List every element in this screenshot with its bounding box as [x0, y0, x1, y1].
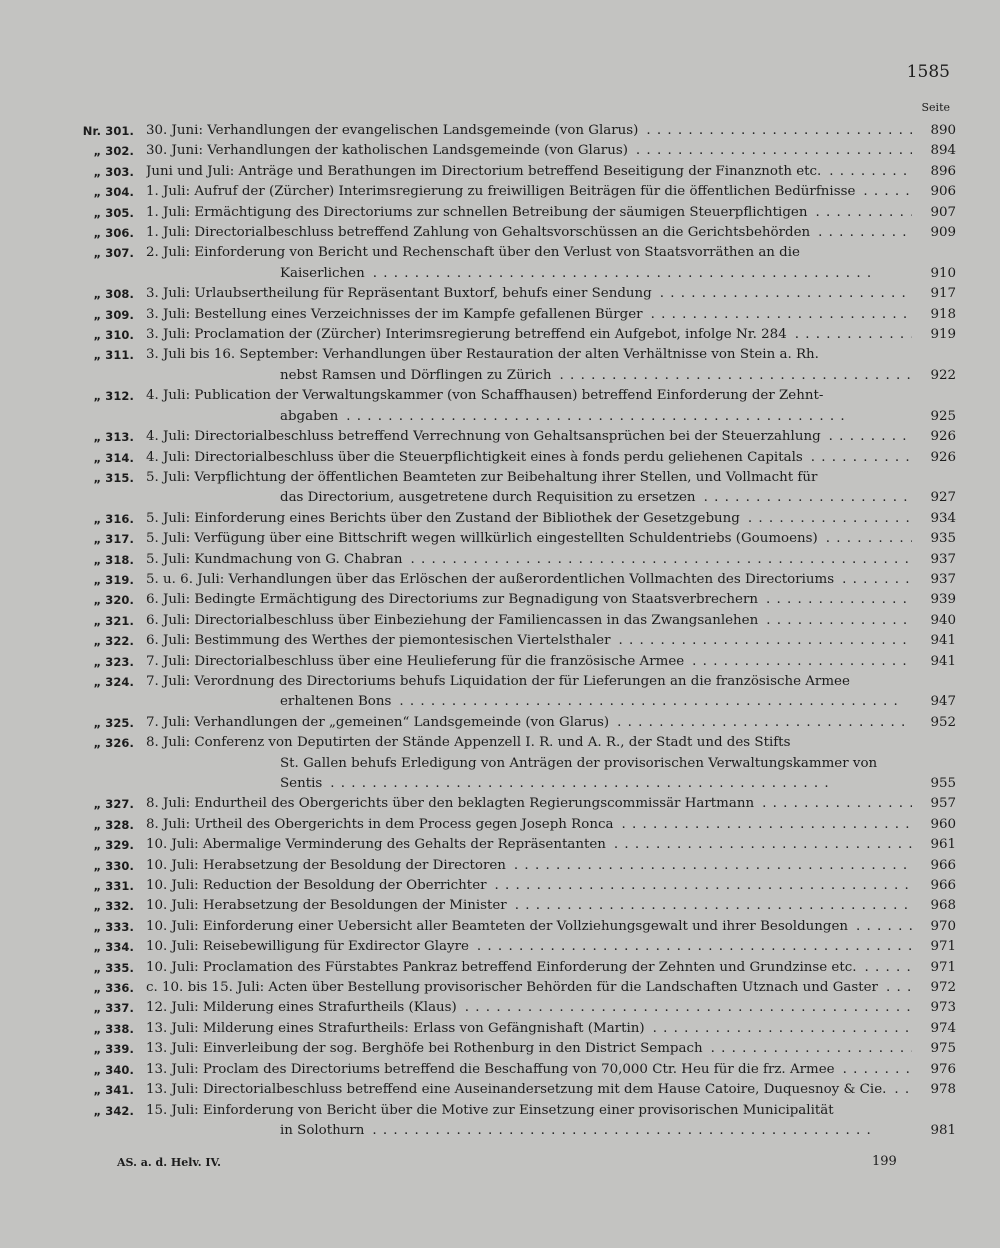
- entry-line: [146, 713, 956, 733]
- entry-body: [146, 835, 956, 855]
- entry-body: [146, 1060, 956, 1080]
- entry-line: [146, 937, 956, 957]
- entry-body: [146, 856, 956, 876]
- toc-entry: [76, 937, 956, 957]
- toc-entry: [76, 468, 956, 509]
- entry-number: „ 325.: [93, 715, 134, 730]
- entry-line: [146, 1080, 956, 1100]
- entry-line: [146, 448, 956, 468]
- entry-title: 30. Juni: Verhandlungen der katholischen Landsgemeinde (von Glarus) . .: [146, 141, 912, 161]
- footer-sheet-number: 199: [872, 1154, 897, 1169]
- entry-line: [146, 386, 956, 406]
- entry-body: [146, 631, 956, 651]
- entry-page-number: 941: [930, 653, 956, 669]
- toc-entry: [76, 284, 956, 304]
- entry-page-number: 968: [930, 898, 956, 914]
- entry-number: „ 322.: [93, 634, 134, 649]
- entry-body: [146, 652, 956, 672]
- entry-title: 4. Juli: Directorialbeschluss über die Steuerpflichtigkeit eines à fonds perdu geliehenen Capitals . .: [146, 448, 912, 468]
- toc-entry: [76, 121, 956, 141]
- entry-number: „ 310.: [93, 328, 134, 343]
- toc-entry: [76, 345, 956, 386]
- entry-title: 15. Juli: Einforderung von Bericht über die Motive zur Einsetzung einer provisorischen Municipalität: [146, 1102, 834, 1118]
- entry-body: [146, 896, 956, 916]
- entry-number: „ 339.: [93, 1042, 134, 1057]
- entry-number: „ 308.: [93, 287, 134, 302]
- entry-page-number: 907: [930, 204, 956, 220]
- entry-body: [146, 182, 956, 202]
- toc-entry: [76, 550, 956, 570]
- entry-body: [146, 611, 956, 631]
- entry-line: [146, 284, 956, 304]
- entry-body: [146, 529, 956, 549]
- toc-entry: [76, 1101, 956, 1142]
- entry-number: „ 317.: [93, 532, 134, 547]
- entry-page-number: 974: [930, 1020, 956, 1036]
- entry-title: 10. Juli: Proclamation des Fürstabtes Pankraz betreffend Einforderung der Zehnten und Grundzinse etc. . .: [146, 958, 912, 978]
- toc-entry: [76, 1019, 956, 1039]
- entry-number: „ 303.: [93, 164, 134, 179]
- entry-number: „ 326.: [93, 736, 134, 751]
- entry-body: [146, 978, 956, 998]
- toc-entry: [76, 917, 956, 937]
- entry-title: 6. Juli: Bestimmung des Werthes der piemontesischen Viertelsthaler . .: [146, 631, 912, 651]
- entry-line: [146, 896, 956, 916]
- toc-entry: [76, 305, 956, 325]
- entry-number: „ 340.: [93, 1062, 134, 1077]
- entry-number: „ 307.: [93, 246, 134, 261]
- entry-number: „ 309.: [93, 307, 134, 322]
- entry-title: nebst Ramsen und Dörflingen zu Zürich . .: [146, 366, 912, 386]
- entry-line: [146, 570, 956, 590]
- toc-entry: [76, 141, 956, 161]
- entry-body: [146, 794, 956, 814]
- entry-number: „ 332.: [93, 899, 134, 914]
- entry-line: [146, 223, 956, 243]
- toc-entry: [76, 672, 956, 713]
- entry-line: [146, 407, 956, 427]
- entry-page-number: 981: [930, 1122, 956, 1138]
- entry-line: [146, 366, 956, 386]
- entry-title: 5. Juli: Verfügung über eine Bittschrift wegen willkürlich eingestellten Schuldentriebs (Goumoens) . .: [146, 529, 912, 549]
- toc-entry: [76, 958, 956, 978]
- entry-title: 1. Juli: Directorialbeschluss betreffend Zahlung von Gehaltsvorschüssen an die Gerichtsbehörden . .: [146, 223, 912, 243]
- toc-entry: [76, 162, 956, 182]
- entry-line: [146, 345, 956, 365]
- toc-entry: [76, 652, 956, 672]
- entry-title: 13. Juli: Proclam des Directoriums betreffend die Beschaffung von 70,000 Ctr. Heu für die frz. Armee . .: [146, 1060, 912, 1080]
- entry-number: „ 337.: [93, 1001, 134, 1016]
- entry-number: „ 302.: [93, 144, 134, 159]
- entry-page-number: 940: [930, 612, 956, 628]
- entry-line: [146, 488, 956, 508]
- entry-title: das Directorium, ausgetretene durch Requisition zu ersetzen . .: [146, 488, 912, 508]
- entry-line: [146, 1060, 956, 1080]
- entry-page-number: 910: [930, 265, 956, 281]
- entry-page-number: 937: [930, 571, 956, 587]
- entry-line: [146, 692, 956, 712]
- entry-line: [146, 529, 956, 549]
- entry-line: [146, 550, 956, 570]
- entry-number: „ 319.: [93, 572, 134, 587]
- entry-body: [146, 386, 956, 427]
- entry-body: [146, 713, 956, 733]
- entry-title: Juni und Juli: Anträge und Berathungen im Directorium betreffend Beseitigung der Finanznoth etc. . .: [146, 162, 912, 182]
- entry-page-number: 922: [930, 367, 956, 383]
- toc-entry: [76, 1080, 956, 1100]
- entry-body: [146, 448, 956, 468]
- entry-page-number: 890: [930, 123, 956, 138]
- entry-page-number: 971: [930, 959, 956, 975]
- entry-number: „ 334.: [93, 940, 134, 955]
- toc-entry: [76, 733, 956, 794]
- entry-page-number: 918: [930, 306, 956, 322]
- toc-entry: [76, 896, 956, 916]
- entry-line: [146, 243, 956, 263]
- entry-page-number: 896: [930, 163, 956, 179]
- entry-body: [146, 305, 956, 325]
- entry-body: [146, 162, 956, 182]
- entry-body: [146, 733, 956, 794]
- entry-page-number: 941: [930, 633, 956, 649]
- entry-page-number: 976: [930, 1061, 956, 1077]
- entry-page-number: 973: [930, 1000, 956, 1016]
- entry-title: 7. Juli: Verhandlungen der „gemeinen“ Landsgemeinde (von Glarus) . .: [146, 713, 912, 733]
- entry-title: 6. Juli: Bedingte Ermächtigung des Directoriums zur Begnadigung von Staatsverbrechern . .: [146, 590, 912, 610]
- entry-line: [146, 182, 956, 202]
- entry-line: [146, 733, 956, 753]
- entry-title: 7. Juli: Directorialbeschluss über eine Heulieferung für die französische Armee . .: [146, 652, 912, 672]
- entry-title: 7. Juli: Verordnung des Directoriums behufs Liquidation der für Lieferungen an die französische Armee: [146, 673, 850, 689]
- toc-entry: [76, 856, 956, 876]
- entry-body: [146, 223, 956, 243]
- entry-page-number: 961: [930, 837, 956, 853]
- entry-number: „ 342.: [93, 1103, 134, 1118]
- entry-body: [146, 1080, 956, 1100]
- entry-title: 5. Juli: Verpflichtung der öffentlichen Beamteten zur Beibehaltung ihrer Stellen, und Vollmacht für: [146, 469, 818, 485]
- entry-line: [146, 876, 956, 896]
- entry-number: „ 316.: [93, 511, 134, 526]
- entry-title: 10. Juli: Herabsetzung der Besoldung der Directoren . .: [146, 856, 912, 876]
- toc-entry: [76, 325, 956, 345]
- entry-number: „ 306.: [93, 226, 134, 241]
- entry-line: [146, 468, 956, 488]
- entry-page-number: 947: [930, 694, 956, 710]
- entry-line: [146, 978, 956, 998]
- entry-line: [146, 1121, 956, 1141]
- entry-line: [146, 672, 956, 692]
- entry-number: „ 312.: [93, 389, 134, 404]
- entry-title: 10. Juli: Herabsetzung der Besoldungen der Minister . .: [146, 896, 912, 916]
- entry-number: „ 341.: [93, 1083, 134, 1098]
- entry-line: [146, 1019, 956, 1039]
- entry-body: [146, 1039, 956, 1059]
- entry-line: [146, 958, 956, 978]
- entry-page-number: 971: [930, 939, 956, 955]
- entry-line: [146, 162, 956, 182]
- toc-entry: [76, 223, 956, 243]
- entry-line: [146, 1039, 956, 1059]
- entry-page-number: 957: [930, 796, 956, 812]
- entry-line: [146, 305, 956, 325]
- toc-entry: [76, 611, 956, 631]
- entry-body: [146, 203, 956, 223]
- entry-body: [146, 141, 956, 161]
- entry-line: [146, 427, 956, 447]
- entry-title: 3. Juli: Bestellung eines Verzeichnisses der im Kampfe gefallenen Bürger . .: [146, 305, 912, 325]
- entry-page-number: 925: [930, 408, 956, 424]
- entry-body: [146, 284, 956, 304]
- entry-title: 13. Juli: Milderung eines Strafurtheils: Erlass von Gefängnishaft (Martin) . .: [146, 1019, 912, 1039]
- entry-title: abgaben . .: [146, 407, 912, 427]
- entry-title: erhaltenen Bons . .: [146, 692, 912, 712]
- entry-title: Kaiserlichen . .: [146, 264, 912, 284]
- entry-number: „ 314.: [93, 450, 134, 465]
- entry-page-number: 952: [930, 714, 956, 730]
- entry-title: in Solothurn . .: [146, 1121, 912, 1141]
- seite-column-label: Seite: [921, 101, 950, 114]
- entry-page-number: 894: [930, 143, 956, 159]
- entry-number: „ 338.: [93, 1021, 134, 1036]
- entry-number: „ 336.: [93, 981, 134, 996]
- toc-entry: [76, 427, 956, 447]
- entry-page-number: 935: [930, 531, 956, 547]
- toc-entry: [76, 182, 956, 202]
- entry-number: „ 318.: [93, 552, 134, 567]
- entry-line: [146, 652, 956, 672]
- entry-line: [146, 509, 956, 529]
- entry-page-number: 917: [930, 286, 956, 302]
- entry-title: 30. Juni: Verhandlungen der evangelischen Landsgemeinde (von Glarus) . .: [146, 121, 912, 141]
- entry-title: 2. Juli: Einforderung von Bericht und Rechenschaft über den Verlust von Staatsvorräthen an die: [146, 245, 800, 261]
- entry-line: [146, 774, 956, 794]
- entry-page-number: 919: [930, 327, 956, 343]
- entry-page-number: 937: [930, 551, 956, 567]
- entry-page-number: 926: [930, 449, 956, 465]
- entry-line: [146, 203, 956, 223]
- toc-entry: [76, 631, 956, 651]
- entry-line: [146, 998, 956, 1018]
- entry-number: „ 331.: [93, 879, 134, 894]
- entry-title: 13. Juli: Directorialbeschluss betreffend eine Auseinandersetzung mit dem Hause Catoire, Duquesnoy & Cie. . .: [146, 1080, 912, 1100]
- toc-entry: [76, 998, 956, 1018]
- toc-entry: [76, 815, 956, 835]
- entry-line: [146, 917, 956, 937]
- toc-entry: [76, 529, 956, 549]
- entry-page-number: 972: [930, 980, 956, 996]
- entry-number: „ 320.: [93, 593, 134, 608]
- entry-line: [146, 121, 956, 141]
- entry-line: [146, 1101, 956, 1121]
- entry-page-number: 966: [930, 857, 956, 873]
- entry-title: St. Gallen behufs Erledigung von Anträgen der provisorischen Verwaltungskammer von: [280, 755, 878, 771]
- entry-line: [146, 815, 956, 835]
- toc-entry: [76, 203, 956, 223]
- entry-title: c. 10. bis 15. Juli: Acten über Bestellung provisorischer Behörden für die Landschaften Utznach und Gaster . .: [146, 978, 912, 998]
- entry-page-number: 926: [930, 429, 956, 445]
- toc-entry: [76, 448, 956, 468]
- entry-body: [146, 1101, 956, 1142]
- entry-body: [146, 815, 956, 835]
- entry-body: [146, 570, 956, 590]
- entry-number: „ 305.: [93, 205, 134, 220]
- entry-number: „ 330.: [93, 858, 134, 873]
- entry-number: „ 311.: [93, 348, 134, 363]
- table-of-contents: [76, 121, 956, 1141]
- entry-line: [146, 856, 956, 876]
- toc-entry: [76, 386, 956, 427]
- entry-title: 8. Juli: Endurtheil des Obergerichts über den beklagten Regierungscommissär Hartmann . .: [146, 794, 912, 814]
- entry-title: 3. Juli: Urlaubsertheilung für Repräsentant Buxtorf, behufs einer Sendung . .: [146, 284, 912, 304]
- entry-number: „ 328.: [93, 817, 134, 832]
- entry-page-number: 960: [930, 816, 956, 832]
- entry-title: 10. Juli: Reisebewilligung für Exdirector Glayre . .: [146, 937, 912, 957]
- entry-title: Sentis . .: [146, 774, 912, 794]
- toc-entry: [76, 590, 956, 610]
- entry-title: 3. Juli: Proclamation der (Zürcher) Interimsregierung betreffend ein Aufgebot, infolge Nr. 284 . .: [146, 325, 912, 345]
- entry-title: 4. Juli: Directorialbeschluss betreffend Verrechnung von Gehaltsansprüchen bei der Steuerzahlung . .: [146, 427, 912, 447]
- page-number: 1585: [906, 62, 950, 82]
- entry-page-number: 970: [930, 918, 956, 934]
- entry-body: [146, 325, 956, 345]
- entry-body: [146, 958, 956, 978]
- entry-title: 3. Juli bis 16. September: Verhandlungen über Restauration der alten Verhältnisse von Stein a. Rh.: [146, 347, 819, 363]
- entry-title: 12. Juli: Milderung eines Strafurtheils (Klaus) . .: [146, 998, 912, 1018]
- entry-number: „ 327.: [93, 797, 134, 812]
- entry-number: „ 335.: [93, 960, 134, 975]
- entry-line: [146, 590, 956, 610]
- entry-title: 13. Juli: Einverleibung der sog. Berghöfe bei Rothenburg in den District Sempach . .: [146, 1039, 912, 1059]
- entry-body: [146, 550, 956, 570]
- entry-title: 6. Juli: Directorialbeschluss über Einbeziehung der Familiencassen in das Zwangsanlehen . .: [146, 611, 912, 631]
- entry-title: 10. Juli: Reduction der Besoldung der Oberrichter . .: [146, 876, 912, 896]
- entry-page-number: 934: [930, 510, 956, 526]
- toc-entry: [76, 243, 956, 284]
- entry-title: 10. Juli: Einforderung einer Uebersicht aller Beamteten der Vollziehungsgewalt und ihrer Besoldungen . .: [146, 917, 912, 937]
- entry-title: 1. Juli: Ermächtigung des Directoriums zur schnellen Betreibung der säumigen Steuerpflichtigen . .: [146, 203, 912, 223]
- entry-page-number: 955: [930, 776, 956, 791]
- entry-line: [146, 141, 956, 161]
- entry-number: „ 315.: [93, 470, 134, 485]
- entry-body: [146, 590, 956, 610]
- entry-title: 5. u. 6. Juli: Verhandlungen über das Erlöschen der außerordentlichen Vollmachten des Directoriums . .: [146, 570, 912, 590]
- toc-entry: [76, 794, 956, 814]
- entry-number: „ 323.: [93, 654, 134, 669]
- entry-title: 10. Juli: Abermalige Verminderung des Gehalts der Repräsentanten . .: [146, 835, 912, 855]
- entry-title: 8. Juli: Conferenz von Deputirten der Stände Appenzell I. R. und A. R., der Stadt und des Stifts: [146, 735, 791, 751]
- toc-entry: [76, 1039, 956, 1059]
- toc-entry: [76, 978, 956, 998]
- entry-number: „ 329.: [93, 838, 134, 853]
- toc-entry: [76, 876, 956, 896]
- entry-line: [146, 754, 956, 774]
- entry-body: [146, 1019, 956, 1039]
- entry-number: „ 313.: [93, 430, 134, 445]
- entry-title: 5. Juli: Einforderung eines Berichts über den Zustand der Bibliothek der Gesetzgebung . .: [146, 509, 912, 529]
- entry-title: 8. Juli: Urtheil des Obergerichts in dem Process gegen Joseph Ronca . .: [146, 815, 912, 835]
- entry-number: „ 333.: [93, 919, 134, 934]
- toc-entry: [76, 713, 956, 733]
- entry-title: 4. Juli: Publication der Verwaltungskammer (von Schaffhausen) betreffend Einforderung der Zehnt-: [146, 388, 824, 404]
- entry-title: 1. Juli: Aufruf der (Zürcher) Interimsregierung zu freiwilligen Beiträgen für die öffentlichen Bedürfnisse . .: [146, 182, 912, 202]
- entry-page-number: 966: [930, 878, 956, 894]
- toc-entry: [76, 509, 956, 529]
- footer-volume-label: AS. a. d. Helv. IV.: [117, 1156, 221, 1169]
- entry-number: „ 324.: [93, 674, 134, 689]
- entry-body: [146, 121, 956, 141]
- toc-entry: [76, 570, 956, 590]
- entry-line: [146, 631, 956, 651]
- entry-body: [146, 427, 956, 447]
- entry-number: „ 304.: [93, 185, 134, 200]
- entry-line: [146, 794, 956, 814]
- entry-number: Nr. 301.: [82, 124, 134, 138]
- entry-body: [146, 998, 956, 1018]
- entry-page-number: 939: [930, 592, 956, 608]
- entry-page-number: 927: [930, 490, 956, 506]
- entry-line: [146, 835, 956, 855]
- entry-body: [146, 509, 956, 529]
- entry-page-number: 906: [930, 184, 956, 200]
- toc-entry: [76, 835, 956, 855]
- entry-body: [146, 672, 956, 713]
- entry-body: [146, 917, 956, 937]
- entry-page-number: 975: [930, 1041, 956, 1057]
- entry-body: [146, 345, 956, 386]
- entry-line: [146, 611, 956, 631]
- entry-number: „ 321.: [93, 613, 134, 628]
- entry-body: [146, 468, 956, 509]
- entry-page-number: 909: [930, 225, 956, 241]
- entry-line: [146, 325, 956, 345]
- entry-body: [146, 937, 956, 957]
- entry-page-number: 978: [930, 1082, 956, 1098]
- entry-title: 5. Juli: Kundmachung von G. Chabran . .: [146, 550, 912, 570]
- entry-body: [146, 243, 956, 284]
- entry-body: [146, 876, 956, 896]
- toc-entry: [76, 1060, 956, 1080]
- entry-line: [146, 264, 956, 284]
